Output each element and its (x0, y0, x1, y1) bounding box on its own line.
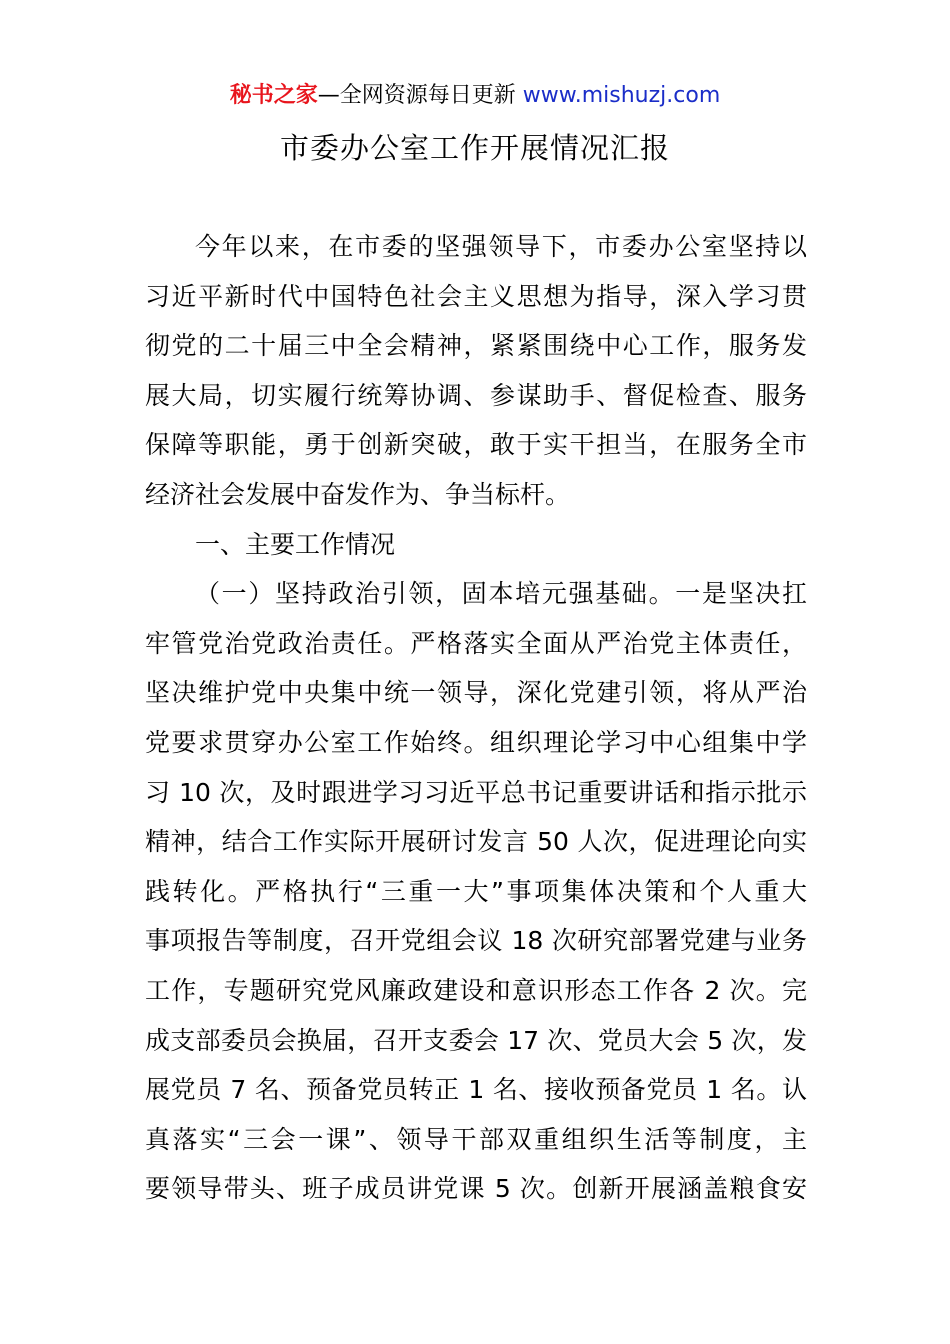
paragraph-line: 真落实“三会一课”、领导干部双重组织生活等制度，主 (145, 1124, 807, 1154)
paragraph-line: 工作，专题研究党风廉政建设和意识形态工作各 2 次。完 (145, 975, 807, 1005)
paragraph-line: 保障等职能，勇于创新突破，敢于实干担当，在服务全市 (145, 430, 807, 460)
site-url-link[interactable]: www.mishuzj.com (522, 83, 721, 108)
paragraph-line: 践转化。严格执行“三重一大”事项集体决策和个人重大 (145, 876, 807, 906)
paragraph-line: 坚决维护党中央集中统一领导，深化党建引领，将从严治 (145, 678, 807, 708)
paragraph-line: （一）坚持政治引领，固本培元强基础。一是坚决扛 (195, 579, 807, 609)
paragraph-line: 牢管党治党政治责任。严格落实全面从严治党主体责任， (145, 628, 807, 658)
document-body (145, 222, 807, 1214)
site-header (0, 80, 950, 112)
paragraph-line: 事项报告等制度，召开党组会议 18 次研究部署党建与业务 (145, 926, 807, 956)
paragraph-line: 成支部委员会换届，召开支委会 17 次、党员大会 5 次，发 (145, 1025, 807, 1055)
paragraph-line: 习近平新时代中国特色社会主义思想为指导，深入学习贯 (145, 281, 807, 311)
paragraph-line: 要领导带头、班子成员讲党课 5 次。创新开展涵盖粮食安 (145, 1174, 807, 1204)
paragraph-line: 经济社会发展中奋发作为、争当标杆。 (145, 479, 571, 509)
site-tagline: —全网资源每日更新 (317, 83, 516, 108)
paragraph-line: 展党员 7 名、预备党员转正 1 名、接收预备党员 1 名。认 (145, 1075, 807, 1105)
paragraph-line: 今年以来，在市委的坚强领导下，市委办公室坚持以 (195, 232, 807, 261)
paragraph-line: 党要求贯穿办公室工作始终。组织理论学习中心组集中学 (145, 727, 807, 757)
paragraph-line: 展大局，切实履行统筹协调、参谋助手、督促检查、服务 (145, 380, 807, 410)
section-heading: 一、主要工作情况 (195, 529, 396, 559)
paragraph-line: 精神，结合工作实际开展研讨发言 50 人次，促进理论向实 (145, 827, 807, 857)
paragraph-line: 习 10 次，及时跟进学习习近平总书记重要讲话和指示批示 (145, 777, 807, 807)
document-title: 市委办公室工作开展情况汇报 (279, 131, 670, 165)
paragraph-line: 彻党的二十届三中全会精神，紧紧围绕中心工作，服务发 (145, 331, 807, 361)
site-brand: 秘书之家 (229, 83, 318, 108)
